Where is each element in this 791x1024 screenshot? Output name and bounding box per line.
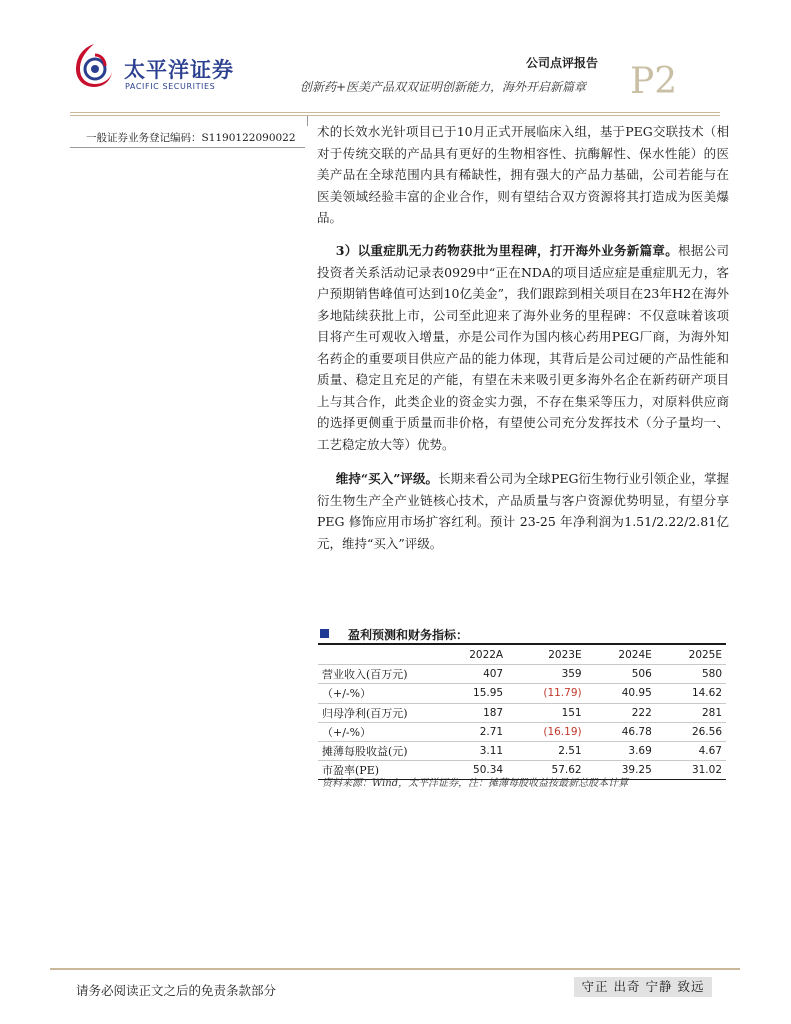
table-cell: 4.67 xyxy=(656,741,726,760)
sidebar-vertical-divider xyxy=(307,116,308,126)
table-row-label: （+/-%） xyxy=(318,684,436,703)
table-cell: 3.69 xyxy=(586,741,656,760)
footer-motto: 守正 出奇 宁静 致远 xyxy=(574,977,712,997)
brand-name-cn: 太平洋证券 xyxy=(124,58,234,82)
table-source-note: 资料来源：Wind，太平洋证券，注：摊薄每股收益按最新总股本计算 xyxy=(322,778,629,789)
table-row xyxy=(318,741,726,760)
table-cell: 14.62 xyxy=(656,684,726,703)
rating-text: 长期来看公司为全球PEG衍生物行业引领企业，掌握衍生物生产全产业链核心技术，产品质量与客户资源优势明显，有望分享 PEG 修饰应用市场扩容红利。预计 23-25 年净利润为1.51/2.22/2.81亿元，维持“买入”评级。 xyxy=(317,471,729,551)
table-cell: 40.95 xyxy=(586,684,656,703)
body-paragraph-2 xyxy=(317,240,729,455)
table-row xyxy=(318,722,726,741)
table-cell: 222 xyxy=(586,703,656,722)
footer-disclaimer: 请务必阅读正文之后的免责条款部分 xyxy=(76,983,277,998)
table-row xyxy=(318,703,726,722)
table-header-row xyxy=(318,646,726,665)
table-header-cell: 2025E xyxy=(656,646,726,665)
header-divider xyxy=(70,112,720,113)
table-cell: 580 xyxy=(656,665,726,684)
report-type: 公司点评报告 xyxy=(526,56,599,70)
table-cell: 26.56 xyxy=(656,722,726,741)
table-header-cell: 2023E xyxy=(507,646,586,665)
paragraph-2-text: 根据公司投资者关系活动记录表0929中“正在NDA的项目适应症是重症肌无力，客户预期销售峰值可达到10亿美金”，我们跟踪到相关项目在23年H2在海外多地陆续获批上市，公司至此迎来了海外业务的里程碑：不仅意味着该项目将产生可观收入增量，亦是公司作为国内核心药用PEG厂商，为海外知名药企的重要项目供应产品的能力体现，其背后是公司过硬的产品性能和质量、稳定且充足的产能，有望在未来吸引更多海外名企在新药研产项目上与其合作，此类企业的资金实力强，不存在集采等压力，对原料供应商的选择更侧重于质量而非价格，有望使公司充分发挥技术（分子量均一、工艺稳定放大等）优势。 xyxy=(317,243,729,452)
table-header-cell: 2022A xyxy=(436,646,507,665)
table-top-rule xyxy=(318,643,726,645)
body-paragraph-3 xyxy=(317,468,729,554)
analyst-registration-code: 一般证券业务登记编码：S1190122090022 xyxy=(86,132,296,144)
report-subtitle: 创新药+医美产品双双证明创新能力，海外开启新篇章 xyxy=(300,80,587,94)
table-title-square-icon xyxy=(320,629,329,638)
brand-name-en: PACIFIC SECURITIES xyxy=(125,82,216,91)
table-row xyxy=(318,684,726,703)
table-cell: 2.71 xyxy=(436,722,507,741)
table-cell: 15.95 xyxy=(436,684,507,703)
body-paragraph-1: 术的长效水光针项目已于10月正式开展临床入组，基于PEG交联技术（相对于传统交联的产品具有更好的生物相容性、抗酶解性、保水性能）的医美产品在全球范围内具有稀缺性，拥有强大的产品力基础，公司若能与在医美领域经验丰富的企业合作，则有望结合双方资源将其打造成为医美爆品。 xyxy=(317,124,729,225)
page-number: P2 xyxy=(630,61,678,102)
table-cell: (11.79) xyxy=(507,684,586,703)
table-row-label: 摊薄每股收益(元) xyxy=(318,741,436,760)
table-cell: 3.11 xyxy=(436,741,507,760)
footer-divider xyxy=(50,968,740,970)
table-cell: 187 xyxy=(436,703,507,722)
table-row-label: （+/-%） xyxy=(318,722,436,741)
table-cell: 57.62 xyxy=(507,761,586,780)
financial-forecast-table xyxy=(318,646,726,780)
table-cell: 151 xyxy=(507,703,586,722)
table-cell: 407 xyxy=(436,665,507,684)
sidebar-divider xyxy=(70,147,305,148)
paragraph-2-heading: 3）以重症肌无力药物获批为里程碑，打开海外业务新篇章。 xyxy=(335,243,679,258)
table-row-label: 归母净利(百万元) xyxy=(318,703,436,722)
table-cell: 39.25 xyxy=(586,761,656,780)
table-cell: 359 xyxy=(507,665,586,684)
table-header-cell xyxy=(318,646,436,665)
table-header-cell: 2024E xyxy=(586,646,656,665)
rating-heading: 维持“买入”评级。 xyxy=(335,471,439,486)
table-cell: 281 xyxy=(656,703,726,722)
table-title: 盈利预测和财务指标： xyxy=(348,628,469,642)
table-row xyxy=(318,665,726,684)
table-cell: 2.51 xyxy=(507,741,586,760)
table-row-label: 市盈率(PE) xyxy=(318,761,436,780)
pacific-securities-logo-icon xyxy=(74,42,114,88)
table-cell: 506 xyxy=(586,665,656,684)
table-cell: 46.78 xyxy=(586,722,656,741)
table-row-label: 营业收入(百万元) xyxy=(318,665,436,684)
header-divider-secondary xyxy=(70,115,720,116)
table-cell: 31.02 xyxy=(656,761,726,780)
table-cell: (16.19) xyxy=(507,722,586,741)
table-cell: 50.34 xyxy=(436,761,507,780)
